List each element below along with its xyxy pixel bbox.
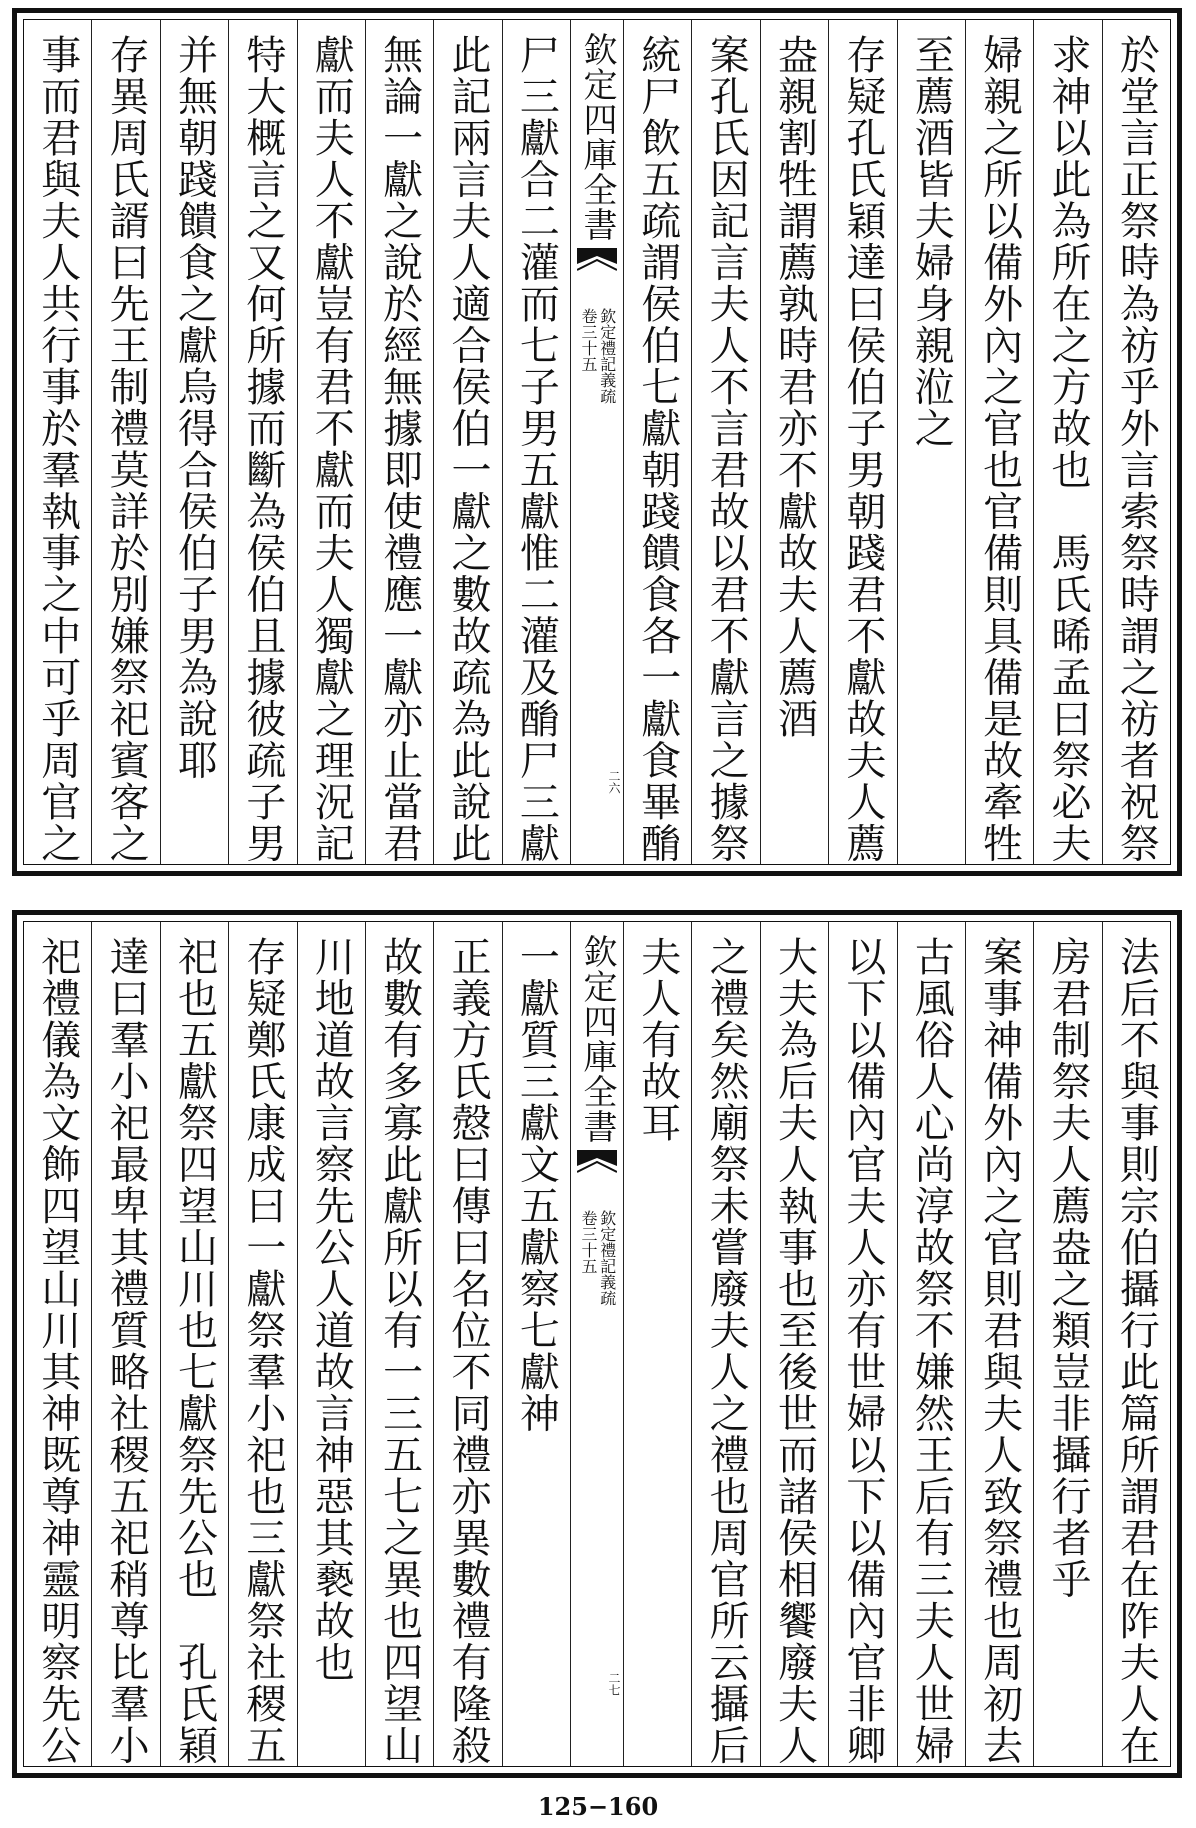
page-number: 二七 <box>607 1672 621 1696</box>
text-column: 川地道故言察先公人道故言神惡其褻故也 <box>297 922 365 1766</box>
center-fold-column <box>570 20 623 864</box>
page-footer-number: 125−160 <box>537 1792 659 1821</box>
text-column: 案孔氏因記言夫人不言君故以君不獻言之據祭 <box>691 20 759 864</box>
volume-label: 欽定禮記義疏 卷三十五 <box>579 308 617 404</box>
bottom-page-columns <box>23 921 1171 1767</box>
fishtail-mark-icon <box>577 248 617 288</box>
top-page-columns <box>23 19 1171 865</box>
text-column: 祀也五獻祭四望山川也七獻祭先公也 孔氏穎 <box>160 922 228 1766</box>
text-column: 求神以此為所在之方故也 馬氏晞孟曰祭必夫 <box>1033 20 1101 864</box>
book-title: 欽定四庫全書 <box>577 934 617 1144</box>
volume-label: 欽定禮記義疏 卷三十五 <box>579 1210 617 1306</box>
text-column: 獻而夫人不獻豈有君不獻而夫人獨獻之理況記 <box>297 20 365 864</box>
top-page-panel <box>12 8 1182 876</box>
text-column: 故數有多寡此獻所以有一三五七之異也四望山 <box>365 922 433 1766</box>
text-column: 此記兩言夫人適合侯伯一獻之數故疏為此說此 <box>433 20 501 864</box>
text-column: 統尸飲五疏謂侯伯七獻朝踐饋食各一獻食畢酳 <box>623 20 691 864</box>
text-column: 夫人有故耳 <box>623 922 691 1766</box>
book-title: 欽定四庫全書 <box>577 32 617 242</box>
text-column: 以下以備內官夫人亦有世婦以下以備內官非卿 <box>828 922 896 1766</box>
text-column: 達曰羣小祀最卑其禮質略社稷五祀稍尊比羣小 <box>91 922 159 1766</box>
text-column: 一獻質三獻文五獻察七獻神 <box>502 922 570 1766</box>
text-column: 房君制祭夫人薦盎之類豈非攝行者乎 <box>1033 922 1101 1766</box>
text-column: 大夫為后夫人執事也至後世而諸侯相饗廢夫人 <box>760 922 828 1766</box>
text-column: 婦親之所以備外內之官也官備則具備是故牽牲 <box>965 20 1033 864</box>
text-column: 事而君與夫人共行事於羣執事之中可乎周官之 <box>34 34 81 864</box>
text-column: 於堂言正祭時為祊乎外言索祭時謂之祊者祝祭 <box>1102 20 1170 864</box>
text-column: 至薦酒皆夫婦身親涖之 <box>897 20 965 864</box>
text-column: 存異周氏諝曰先王制禮莫詳於別嫌祭祀賓客之 <box>91 20 159 864</box>
text-column: 祀禮儀為文飾四望山川其神既尊神靈明察先公 <box>34 936 81 1766</box>
text-column: 特大概言之又何所據而斷為侯伯且據彼疏子男 <box>228 20 296 864</box>
text-column: 正義方氏慤曰傳曰名位不同禮亦異數禮有隆殺 <box>433 922 501 1766</box>
page-number: 二六 <box>607 770 621 794</box>
fishtail-mark-icon <box>577 1150 617 1190</box>
center-fold-column <box>570 922 623 1766</box>
text-column: 古風俗人心尚淳故祭不嫌然王后有三夫人世婦 <box>897 922 965 1766</box>
text-column: 案事神備外內之官則君與夫人致祭禮也周初去 <box>965 922 1033 1766</box>
text-column: 盎親割牲謂薦孰時君亦不獻故夫人薦酒 <box>760 20 828 864</box>
text-column: 并無朝踐饋食之獻烏得合侯伯子男為說耶 <box>160 20 228 864</box>
text-column: 之禮矣然廟祭未嘗廢夫人之禮也周官所云攝后 <box>691 922 759 1766</box>
text-column: 法后不與事則宗伯攝行此篇所謂君在阼夫人在 <box>1102 922 1170 1766</box>
text-column: 存疑孔氏穎達曰侯伯子男朝踐君不獻故夫人薦 <box>828 20 896 864</box>
text-column: 尸三獻合二灌而七子男五獻惟二灌及酳尸三獻 <box>502 20 570 864</box>
bottom-page-panel <box>12 910 1182 1778</box>
text-column: 無論一獻之說於經無據即使禮應一獻亦止當君 <box>365 20 433 864</box>
text-column: 存疑鄭氏康成曰一獻祭羣小祀也三獻祭社稷五 <box>228 922 296 1766</box>
